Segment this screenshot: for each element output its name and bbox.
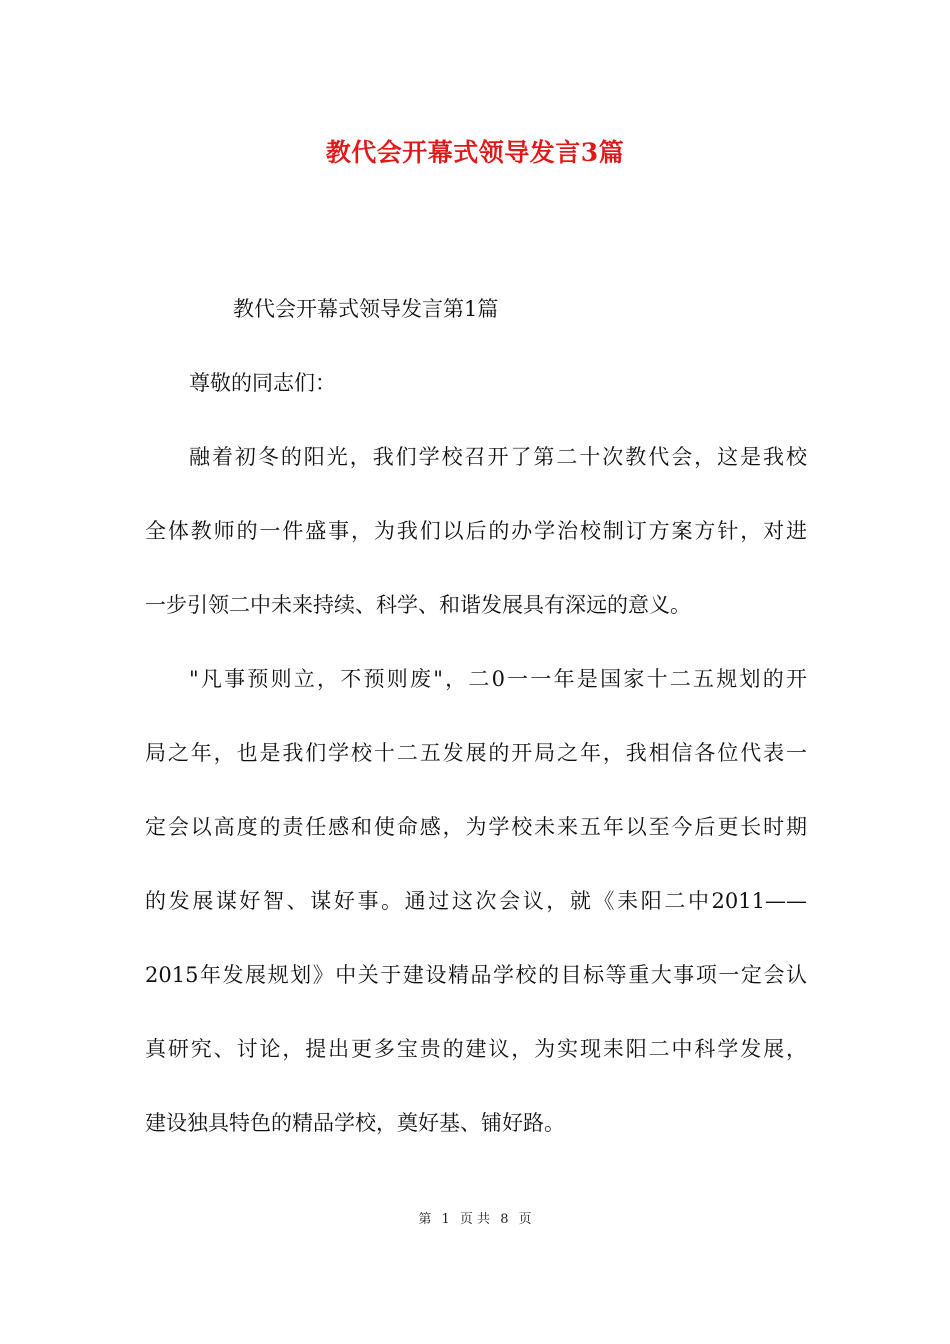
paragraph-line: 建设独具特色的精品学校，奠好基、铺好路。 [145, 1111, 565, 1135]
section-subtitle: 教代会开幕式领导发言第1篇 [233, 297, 499, 321]
footer-total-pages: 8 [500, 1212, 509, 1227]
paragraph-line: 局之年，也是我们学校十二五发展的开局之年，我相信各位代表一 [145, 741, 807, 765]
paragraph-line: 的发展谋好智、谋好事。通过这次会议，就《耒阳二中2011—— [145, 889, 807, 913]
document-body [145, 272, 807, 1160]
paragraph-line: 融着初冬的阳光，我们学校召开了第二十次教代会，这是我校 [189, 445, 807, 469]
footer-prefix: 第 [418, 1212, 432, 1227]
paragraph-line: 一步引领二中未来持续、科学、和谐发展具有深远的意义。 [145, 593, 691, 617]
paragraph-line: 2015年发展规划》中关于建设精品学校的目标等重大事项一定会认 [145, 963, 807, 987]
paragraph-line: "凡事预则立，不预则废"，二0一一年是国家十二五规划的开 [189, 667, 807, 691]
page-footer [0, 1210, 950, 1230]
paragraph-line: 全体教师的一件盛事，为我们以后的办学治校制订方案方针，对进 [145, 519, 807, 543]
footer-suffix: 页 [518, 1212, 532, 1227]
salutation: 尊敬的同志们： [189, 371, 336, 395]
footer-page-number: 1 [441, 1212, 450, 1227]
document-title: 教代会开幕式领导发言3篇 [325, 138, 625, 167]
footer-middle: 页 共 [459, 1212, 491, 1227]
paragraph-line: 定会以高度的责任感和使命感，为学校未来五年以至今后更长时期 [145, 815, 807, 839]
paragraph-line: 真研究、讨论，提出更多宝贵的建议，为实现耒阳二中科学发展， [145, 1037, 807, 1061]
